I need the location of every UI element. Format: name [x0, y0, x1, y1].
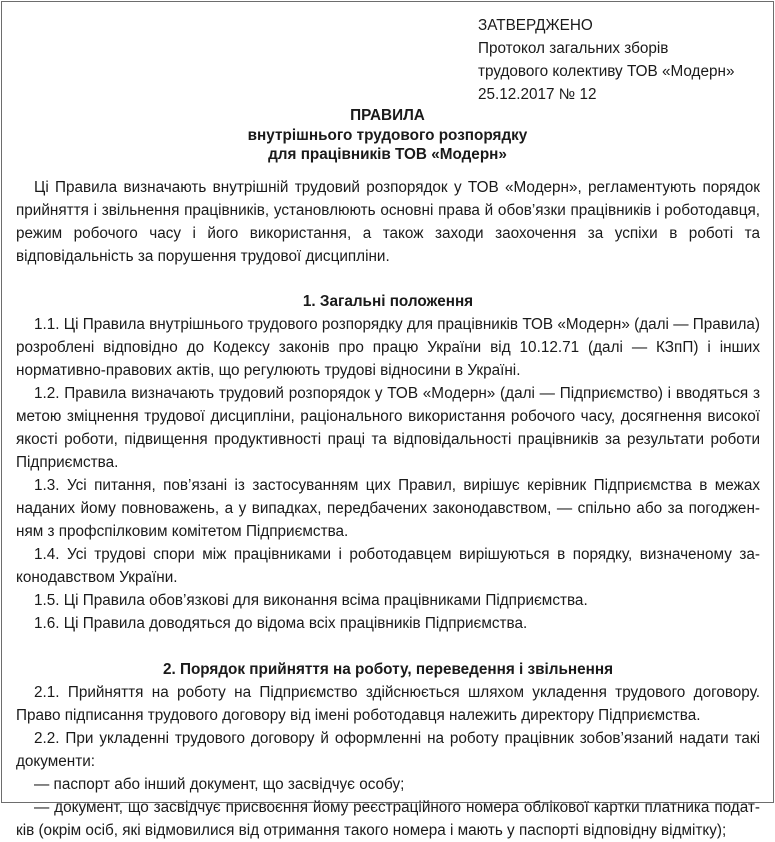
- document-title: [2, 106, 773, 165]
- clause-1-6: 1.6. Ці Правила доводяться до відома всіх працівників Підприємства.: [34, 615, 528, 632]
- clause-1-4: 1.4. Усі трудові спори між працівниками і роботодавцем вирішуються в порядку, визначеному законодавством України.: [16, 546, 760, 586]
- approval-date: 25.12.2017 № 12: [478, 86, 597, 103]
- document-body: [16, 176, 760, 842]
- clause-1-5: 1.5. Ці Правила обов’язкові для виконання всіма працівниками Підприємства.: [34, 592, 588, 609]
- title-line-2: внутрішнього трудового розпорядку: [247, 126, 528, 144]
- clause-2-2: 2.2. При укладенні трудового договору й оформленні на роботу працівник зобов’язаний надати такі документи:: [16, 730, 760, 770]
- approval-protocol: Протокол загальних зборів: [478, 40, 669, 57]
- title-line-3: для працівників ТОВ «Модерн»: [268, 146, 507, 163]
- list-item-passport: — паспорт або інший документ, що засвідчує особу;: [34, 776, 405, 793]
- title-line-1: ПРАВИЛА: [350, 107, 425, 124]
- clause-2-1: 2.1. Прийняття на роботу на Підприємство здійснюється шляхом укладення трудового договору. Право підписання трудового договору від імені роботодавця належить директору Підприємства.: [16, 684, 760, 724]
- document-page: [1, 1, 774, 839]
- approval-label: ЗАТВЕРДЖЕНО: [478, 17, 593, 34]
- intro-paragraph: Ці Правила визначають внутрішній трудовий розпорядок у ТОВ «Модерн», регламентують порядок прийняття і звільнення працівників, установлюють основні права й обов’язки працівників і роботодавця, режим робочого часу і його використання, а також заходи заохочення за успіхи в роботі та відповідальність за порушення трудової дисципліни.: [16, 179, 760, 265]
- approval-stamp: [478, 14, 734, 106]
- clause-1-1: 1.1. Ці Правила внутрішнього трудового розпорядку для працівників ТОВ «Модерн» (далі — Правила) розроблені відповідно до Кодексу законів про працю України від 10.12.71 (далі — КЗпП) і інших нормативно-правових актів, що регулюють трудові відносини в Україні.: [16, 316, 760, 379]
- approval-collective: трудового колективу ТОВ «Модерн»: [478, 63, 735, 80]
- list-item-tax-number: — документ, що засвідчує присвоєння йому реєстраційного номера облікової картки платника податків (окрім осіб, які відмовилися від отримання такого номера і мають у паспорті відповідну відмітку);: [16, 799, 760, 839]
- clause-1-3: 1.3. Усі питання, пов’язані із застосуванням цих Правил, вирішує керівник Підприємства в межах наданих йому повноважень, а у випадках, передбачених законодавством, — спільно або за погодженням з профспілковим комітетом Підприємства.: [16, 477, 760, 540]
- section-1-heading: 1. Загальні положення: [302, 293, 474, 310]
- clause-1-2: 1.2. Правила визначають трудовий розпорядок у ТОВ «Модерн» (далі — Підприємство) і вводяться з метою зміцнення трудової дисципліни, раціонального використання робочого часу, досягнення високої якості роботи, підвищення продуктивності праці та відповідальності працівників за результати роботи Підприємства.: [16, 385, 760, 471]
- section-2-heading: 2. Порядок прийняття на роботу, переведення і звільнення: [162, 661, 614, 678]
